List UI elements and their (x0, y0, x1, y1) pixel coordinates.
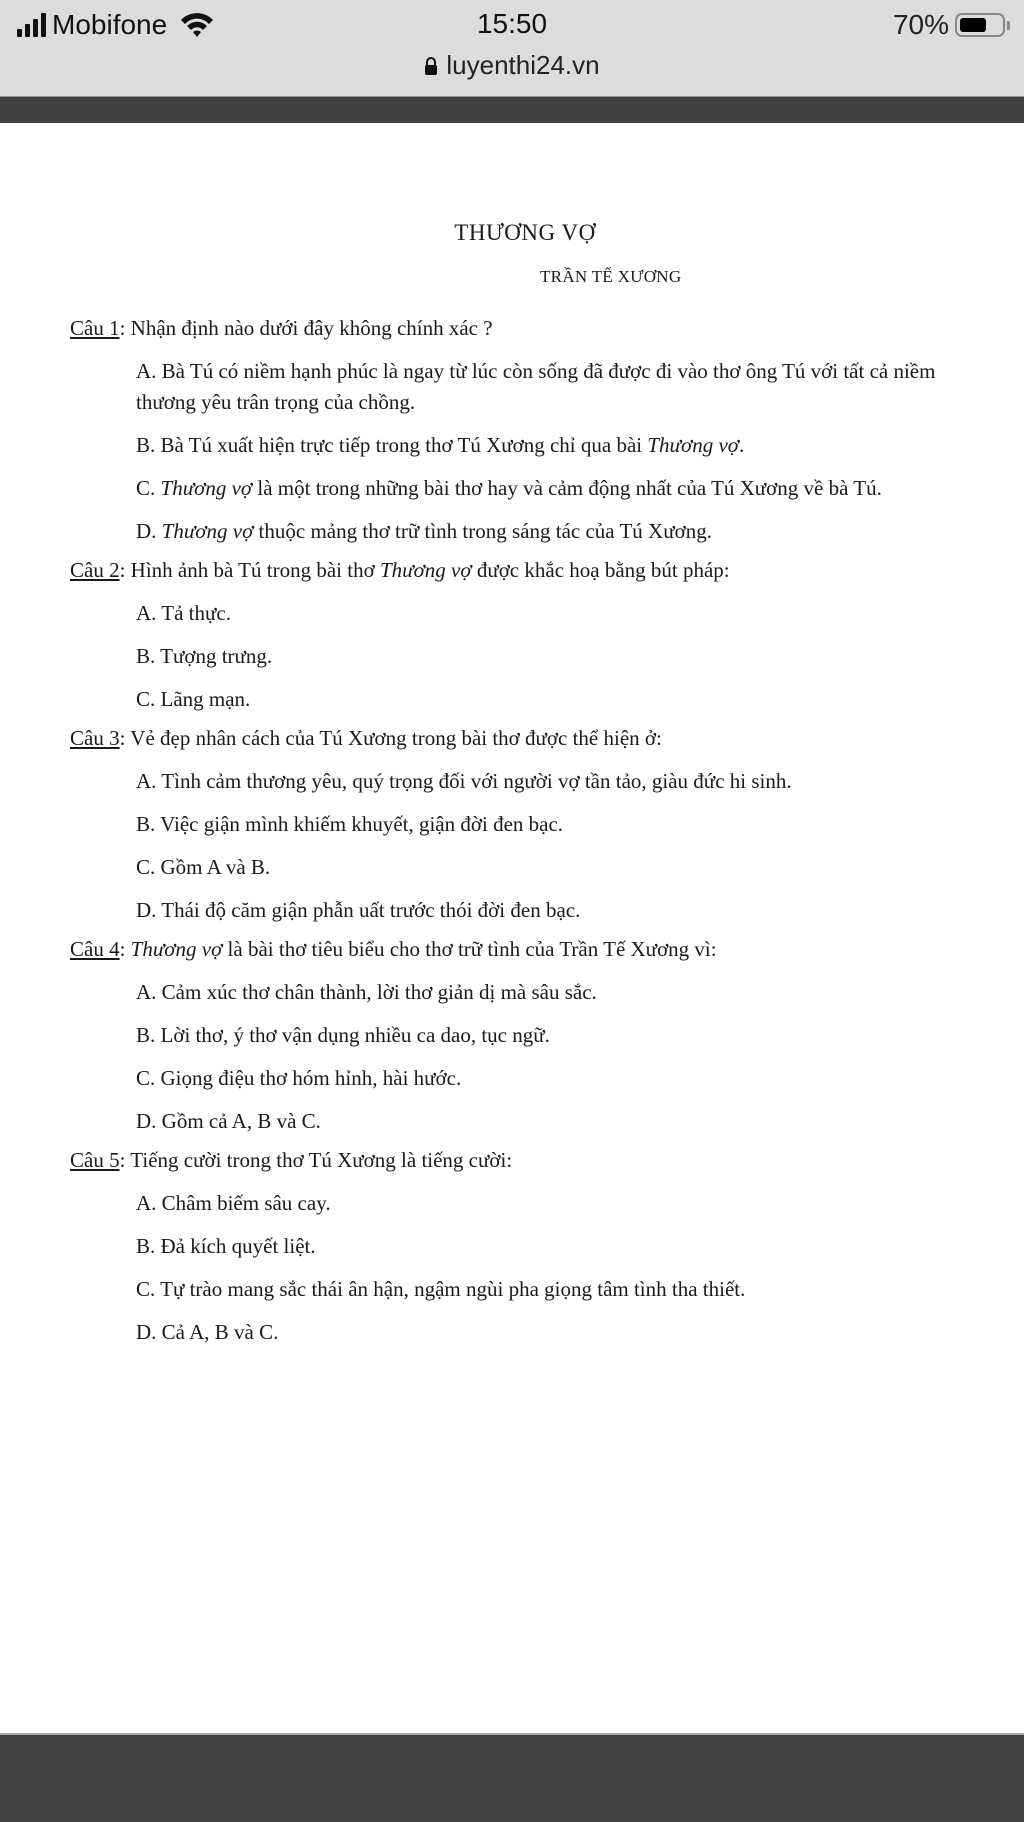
question-prompt (70, 313, 990, 344)
text-segment: là bài thơ tiêu biểu cho thơ trữ tình của Trần Tế Xương vì: (222, 937, 717, 961)
answer-option (136, 895, 990, 926)
lock-icon (424, 56, 438, 76)
question-number: Câu 5 (70, 1148, 120, 1172)
battery-icon (955, 13, 1005, 37)
answer-option (136, 598, 990, 629)
text-segment: D. Thái độ căm giận phẫn uất trước thói đời đen bạc. (136, 898, 581, 922)
question-block (70, 934, 990, 1137)
text-segment: D. Gồm cả A, B và C. (136, 1109, 321, 1133)
answer-option (136, 766, 990, 797)
status-right (893, 9, 1010, 41)
document-page (0, 122, 1024, 1733)
answer-option (136, 1063, 990, 1094)
text-segment: A. Tình cảm thương yêu, quý trọng đối với người vợ tần tảo, giàu đức hi sinh. (136, 769, 792, 793)
question-number: Câu 4 (70, 937, 120, 961)
text-segment: : Vẻ đẹp nhân cách của Tú Xương trong bài thơ được thể hiện ở: (119, 726, 662, 750)
document-author: TRẦN TẾ XƯƠNG (540, 267, 682, 286)
answer-option (136, 809, 990, 840)
question-number: Câu 3 (70, 726, 120, 750)
bottom-toolbar (0, 1733, 1024, 1822)
answer-option (136, 684, 990, 715)
text-segment: : Hình ảnh bà Tú trong bài thơ (119, 558, 380, 582)
question-prompt (70, 555, 990, 586)
text-segment: C. (136, 476, 161, 500)
text-segment: B. Bà Tú xuất hiện trực tiếp trong thơ Tú Xương chỉ qua bài (136, 433, 648, 457)
question-block (70, 313, 990, 547)
text-segment: D. (136, 519, 162, 543)
battery-level-fill (960, 18, 986, 32)
answer-option (136, 430, 990, 461)
battery-percent: 70% (892, 9, 949, 40)
carrier-name: Mobifone (52, 9, 168, 40)
text-segment: B. Tượng trưng. (136, 644, 273, 668)
answer-option (136, 516, 990, 547)
question-block (70, 723, 990, 926)
text-segment: A. Bà Tú có niềm hạnh phúc là ngay từ lúc còn sống đã được đi vào thơ ông Tú với tất cả niềm thương yêu trân trọng của chồng. (136, 359, 936, 414)
text-segment: C. Lãng mạn. (136, 687, 251, 711)
text-segment: : Tiếng cười trong thơ Tú Xương là tiếng cười: (119, 1148, 513, 1172)
question-prompt (70, 934, 990, 965)
text-segment: B. Việc giận mình khiếm khuyết, giận đời đen bạc. (136, 812, 564, 836)
text-segment: A. Tả thực. (136, 601, 231, 625)
text-segment: C. Tự trào mang sắc thái ân hận, ngậm ngùi pha giọng tâm tình tha thiết. (136, 1277, 746, 1301)
text-segment: : Nhận định nào dưới đây không chính xác ? (119, 316, 493, 340)
answer-option (136, 641, 990, 672)
italic-title: Thương vợ (379, 558, 472, 582)
text-segment: là một trong những bài thơ hay và cảm động nhất của Tú Xương về bà Tú. (252, 476, 882, 500)
text-segment: B. Đả kích quyết liệt. (136, 1234, 316, 1258)
italic-title: Thương vợ (647, 433, 739, 457)
question-block (70, 1145, 990, 1348)
text-segment: được khắc hoạ bằng bút pháp: (471, 558, 730, 582)
answer-option (136, 1231, 990, 1262)
text-segment: A. Cảm xúc thơ chân thành, lời thơ giản dị mà sâu sắc. (136, 980, 597, 1004)
text-segment: . (739, 433, 745, 457)
answer-option (136, 852, 990, 883)
answer-option (136, 1106, 990, 1137)
text-segment: A. Châm biếm sâu cay. (136, 1191, 331, 1215)
italic-title: Thương vợ (160, 476, 253, 500)
clock: 15:50 (476, 8, 548, 39)
italic-title: Thương vợ (130, 937, 223, 961)
text-segment: B. Lời thơ, ý thơ vận dụng nhiều ca dao, tục ngữ. (136, 1023, 550, 1047)
text-segment: thuộc mảng thơ trữ tình trong sáng tác của Tú Xương. (253, 519, 712, 543)
url-text[interactable]: luyenthi24.vn (446, 50, 600, 80)
text-segment: C. Gồm A và B. (136, 855, 271, 879)
answer-option (136, 473, 990, 504)
question-number: Câu 1 (70, 316, 120, 340)
answer-option (136, 1188, 990, 1219)
italic-title: Thương vợ (161, 519, 254, 543)
answer-option (136, 1020, 990, 1051)
question-list (70, 307, 990, 1356)
answer-option (136, 977, 990, 1008)
text-segment: C. Giọng điệu thơ hóm hỉnh, hài hước. (136, 1066, 462, 1090)
answer-option (136, 1274, 990, 1305)
text-segment: D. Cả A, B và C. (136, 1320, 279, 1344)
answer-option (136, 356, 990, 418)
battery-tip (1007, 21, 1010, 30)
document-title: THƯƠNG VỢ (454, 220, 596, 245)
status-bar (0, 0, 1024, 96)
question-prompt (70, 723, 990, 754)
question-number: Câu 2 (70, 558, 120, 582)
answer-option (136, 1317, 990, 1348)
question-prompt (70, 1145, 990, 1176)
viewer-toolbar (0, 96, 1024, 123)
address-bar[interactable] (0, 50, 1024, 81)
text-segment: : (119, 937, 131, 961)
question-block (70, 555, 990, 715)
